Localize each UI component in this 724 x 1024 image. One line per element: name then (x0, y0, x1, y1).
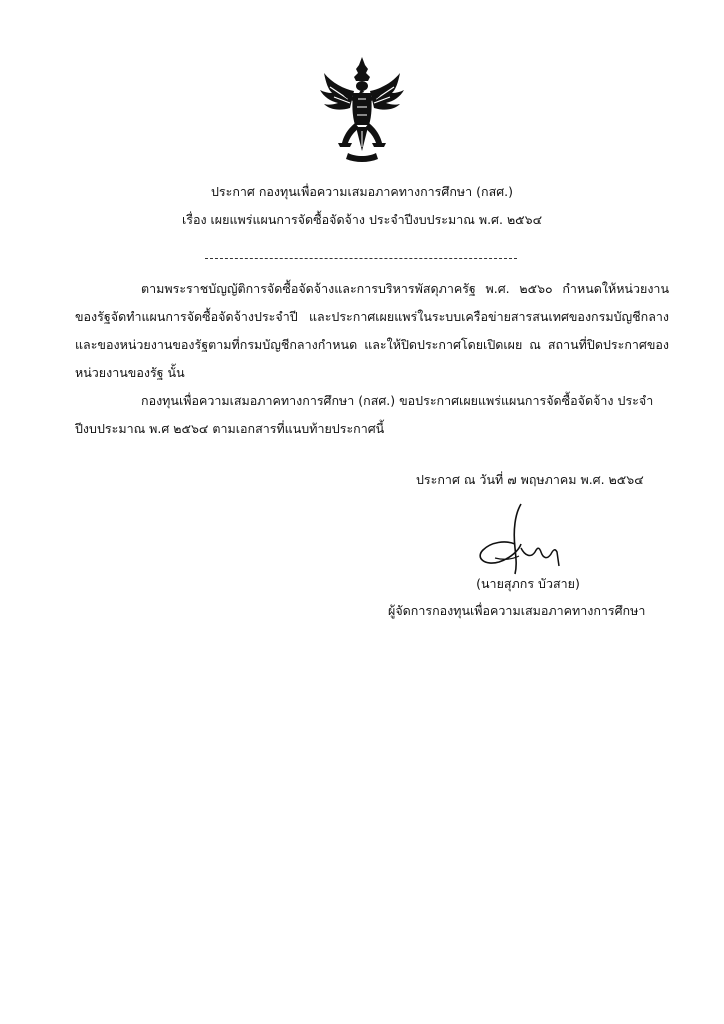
body-paragraph-2: กองทุนเพื่อความเสมอภาคทางการศึกษา (กสศ.) ขอประกาศเผยแพร่แผนการจัดซื้อจัดจ้าง ประจำปีงบประมาณ พ.ศ ๒๕๖๔ ตามเอกสารที่แนบท้ายประกาศนี้ (75, 393, 654, 436)
signature-image (455, 500, 575, 580)
signer-position: ผู้จัดการกองทุนเพื่อความเสมอภาคทางการศึกษา (388, 603, 646, 618)
announcement-title: ประกาศ กองทุนเพื่อความเสมอภาคทางการศึกษา (กสศ.) (210, 184, 513, 199)
body-paragraph-1: ตามพระราชบัญญัติการจัดซื้อจัดจ้างและการบริหารพัสดุภาครัฐ พ.ศ. ๒๕๖๐ กำหนดให้หน่วยงานของรัฐจัดทำแผนการจัดซื้อจัดจ้างประจำปี และประกาศเผยแพร่ในระบบเครือข่ายสารสนเทศของกรมบัญชีกลางและของหน่วยงานของรัฐตามที่กรมบัญชีกลางกำหนด และให้ปิดประกาศโดยเปิดเผย ณ สถานที่ปิดประกาศของหน่วยงานของรัฐ นั้น (75, 281, 669, 380)
garuda-emblem-icon (318, 55, 406, 165)
announcement-subject: เรื่อง เผยแพร่แผนการจัดซื้อจัดจ้าง ประจำปีงบประมาณ พ.ศ. ๒๕๖๔ (181, 212, 543, 227)
signer-name: (นายสุภกร บัวสาย) (476, 576, 580, 591)
dashed-divider (205, 258, 517, 259)
announcement-date: ประกาศ ณ วันที่ ๗ พฤษภาคม พ.ศ. ๒๕๖๔ (416, 472, 644, 487)
